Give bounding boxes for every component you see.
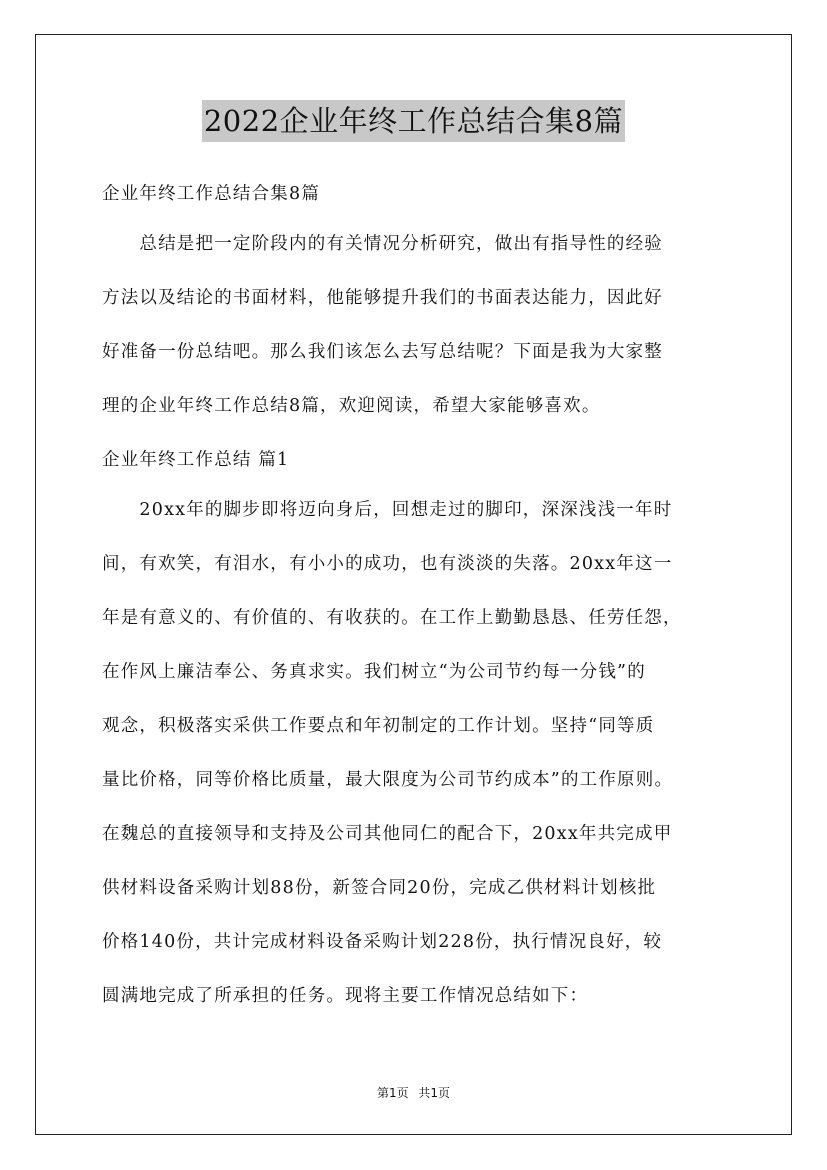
body-line: 圆满地完成了所承担的任务。现将主要工作情况总结如下： — [102, 986, 589, 1006]
body-line: 方法以及结论的书面材料，他能够提升我们的书面表达能力，因此好 — [102, 288, 663, 308]
document-body — [102, 172, 742, 1028]
body-line: 年是有意义的、有价值的、有收获的。在工作上勤勤恳恳、任劳任怨， — [102, 608, 682, 628]
body-line: 观念，积极落实采供工作要点和年初制定的工作计划。坚持“同等质 — [102, 716, 655, 736]
body-line: 间，有欢笑，有泪水，有小小的成功，也有淡淡的失落。20xx年这一 — [102, 554, 673, 574]
page-footer — [0, 1084, 827, 1101]
body-line: 价格140份，共计完成材料设备采购计划228份，执行情况良好，较 — [102, 932, 663, 952]
subtitle-line: 企业年终工作总结合集8篇 — [102, 184, 321, 204]
page-number: 第1页 — [376, 1086, 409, 1100]
body-line: 供材料设备采购计划88份，新签合同20份，完成乙供材料计划核批 — [102, 878, 657, 898]
page-total: 共1页 — [418, 1086, 451, 1100]
body-line: 理的企业年终工作总结8篇，欢迎阅读，希望大家能够喜欢。 — [102, 396, 601, 416]
body-line: 在魏总的直接领导和支持及公司其他同仁的配合下，20xx年共完成甲 — [102, 824, 673, 844]
document-title: 2022企业年终工作总结合集8篇 — [202, 100, 625, 142]
body-line: 好准备一份总结吧。那么我们该怎么去写总结呢？下面是我为大家整 — [102, 342, 663, 362]
body-line: 20xx年的脚步即将迈向身后，回想走过的脚印，深深浅浅一年时 — [102, 500, 673, 520]
body-line: 量比价格，同等价格比质量，最大限度为公司节约成本”的工作原则。 — [102, 770, 674, 790]
section-heading: 企业年终工作总结 篇1 — [102, 450, 290, 470]
body-line: 在作风上廉洁奉公、务真求实。我们树立“为公司节约每一分钱”的 — [102, 662, 646, 682]
title-container — [0, 100, 827, 142]
body-line: 总结是把一定阶段内的有关情况分析研究，做出有指导性的经验 — [102, 234, 663, 254]
